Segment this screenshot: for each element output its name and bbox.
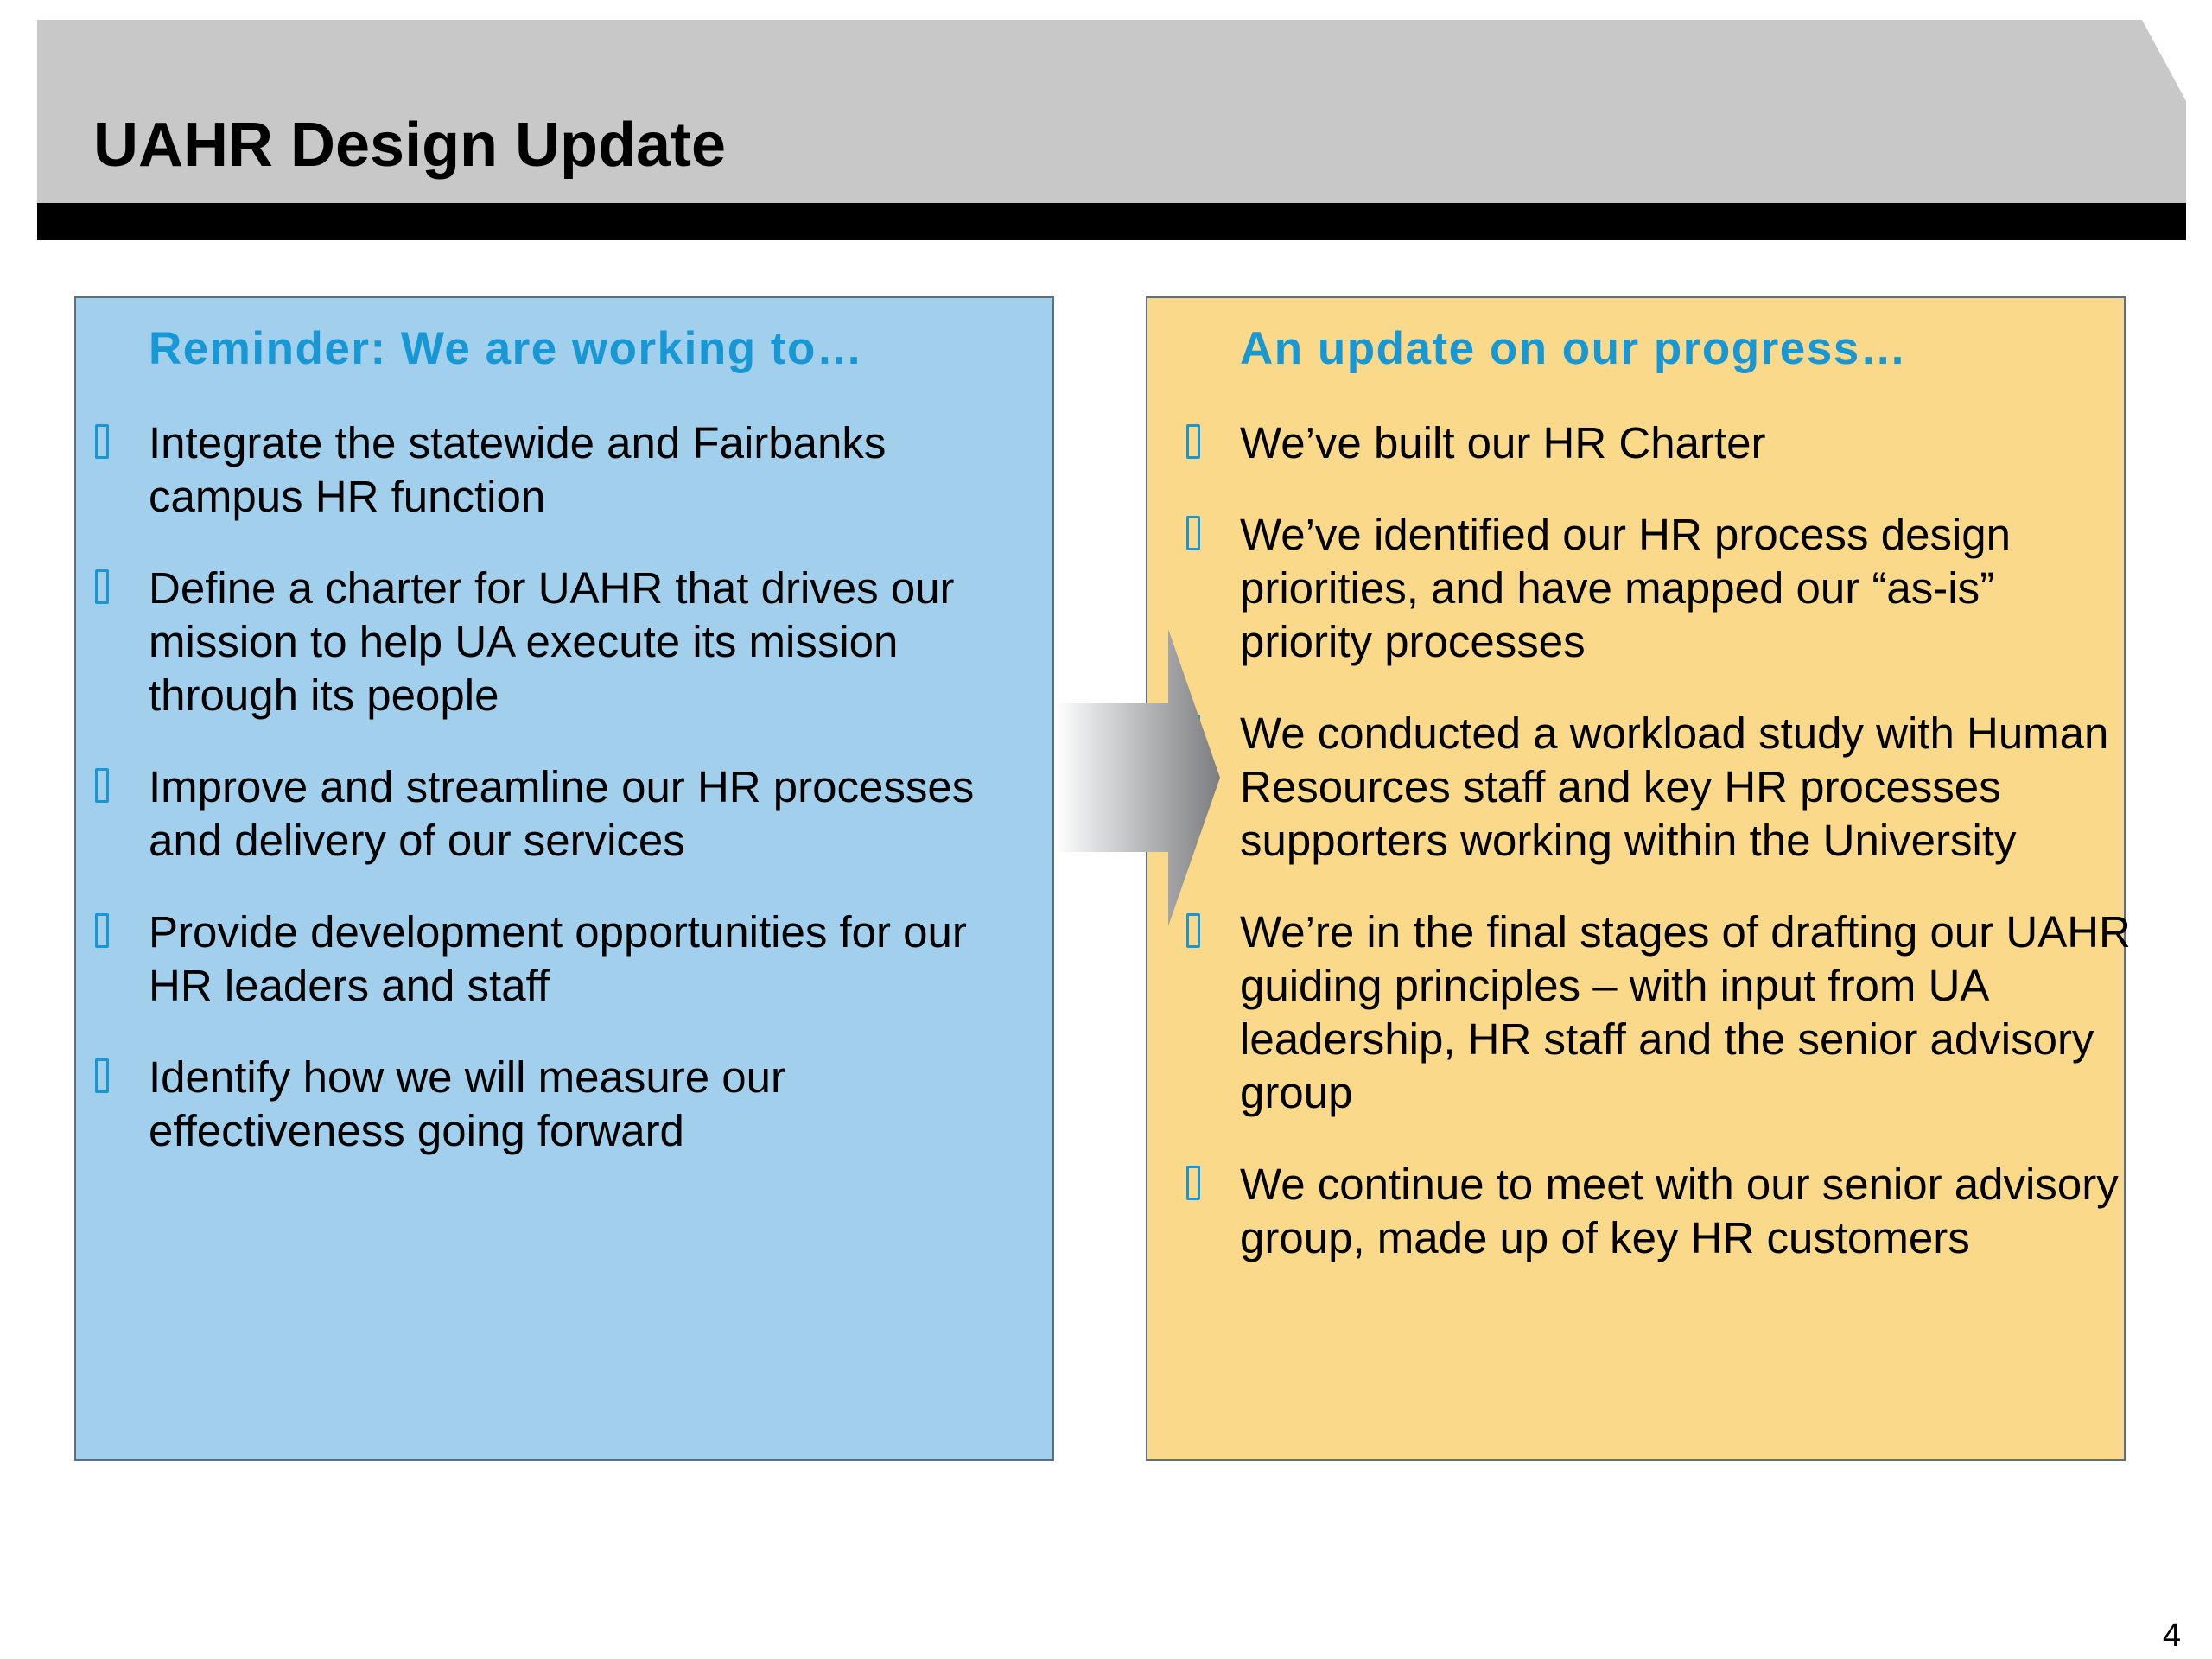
list-item — [1186, 707, 2120, 868]
title-rule — [37, 203, 2186, 240]
list-item-text: We’re in the final stages of drafting our UAHR guiding principles – with input from UA leadership, HR staff and the senior advisory group — [1240, 907, 2131, 1117]
progress-list — [1186, 416, 2131, 1303]
list-item-text: We’ve identified our HR process design priorities, and have mapped our “as-is” priority processes — [1240, 510, 2012, 666]
list-item — [95, 416, 1037, 524]
list-item — [1186, 1158, 2120, 1265]
bullet-icon — [1186, 516, 1200, 550]
bullet-icon — [1186, 424, 1200, 459]
list-item-text: Integrate the statewide and Fairbanks campus HR function — [149, 418, 887, 521]
bullet-icon — [95, 768, 109, 803]
progress-heading: An update on our progress… — [1240, 323, 1908, 374]
list-item-text: Improve and streamline our HR processes and delivery of our services — [149, 762, 975, 865]
list-item — [95, 760, 1037, 868]
list-item — [1186, 906, 2154, 1120]
list-item — [95, 1051, 1037, 1158]
slide-title: UAHR Design Update — [93, 111, 727, 180]
bullet-icon — [95, 424, 109, 459]
list-item-text: We continue to meet with our senior advisory group, made up of key HR customers — [1240, 1160, 2119, 1262]
list-item-text: Identify how we will measure our effectiveness going forward — [149, 1052, 785, 1155]
page-number: 4 — [2162, 1618, 2181, 1654]
bullet-icon — [95, 913, 109, 948]
reminder-heading: Reminder: We are working to… — [149, 323, 864, 374]
list-item-text: We conducted a workload study with Human Resources staff and key HR processes supporters working within the University — [1240, 709, 2109, 865]
list-item-text: Define a charter for UAHR that drives our mission to help UA execute its mission through its people — [149, 563, 955, 720]
progress-panel — [1146, 296, 2131, 1461]
reminder-list — [95, 416, 1037, 1196]
bullet-icon — [95, 569, 109, 604]
list-item — [95, 906, 1037, 1013]
right-arrow-icon — [1056, 629, 1220, 926]
list-item — [95, 562, 1037, 722]
list-item-text: We’ve built our HR Charter — [1240, 418, 1766, 467]
list-item — [1186, 508, 2120, 669]
bullet-icon — [95, 1058, 109, 1093]
list-item-text: Provide development opportunities for our HR leaders and staff — [149, 907, 967, 1010]
reminder-panel — [74, 296, 1054, 1461]
bullet-icon — [1186, 1166, 1200, 1200]
list-item — [1186, 416, 2120, 470]
